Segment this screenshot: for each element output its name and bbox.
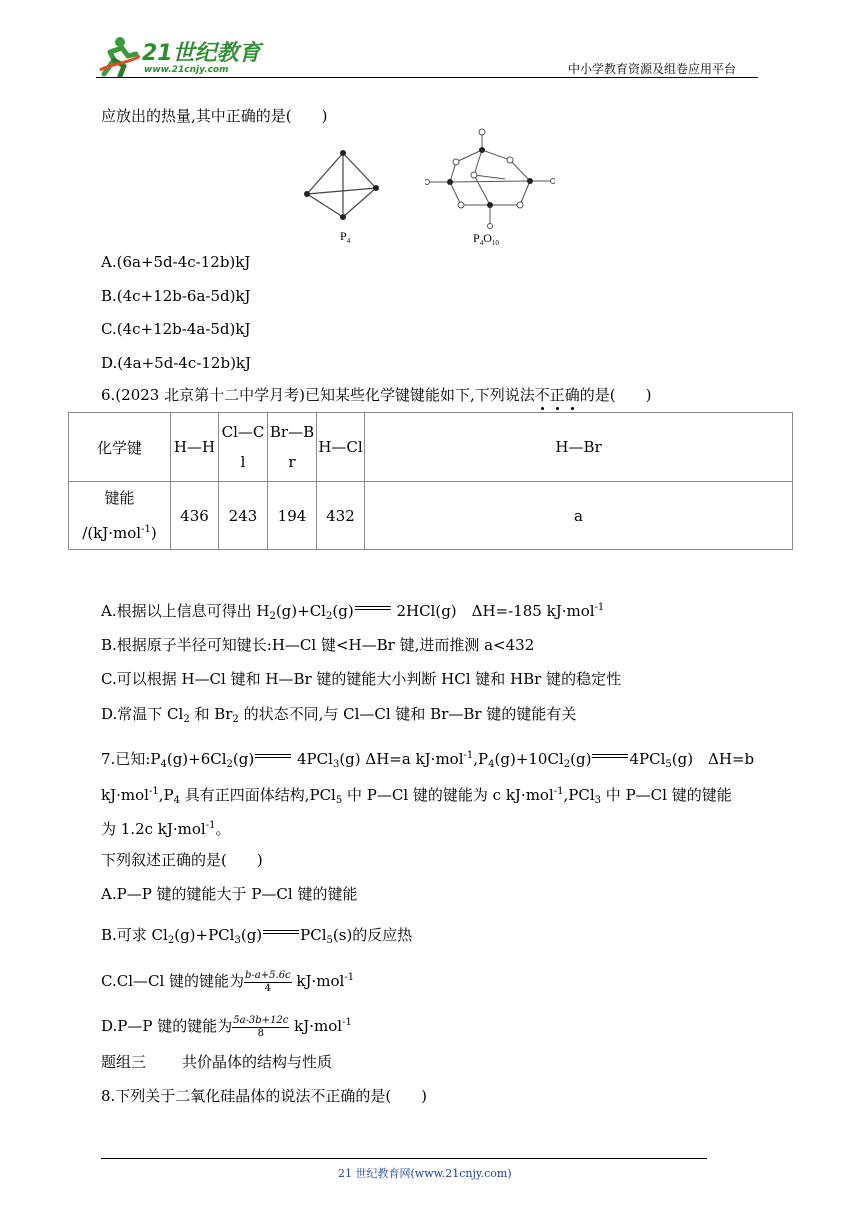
q7-stem-line3: 为 1.2c kJ·mol$^{-1}$。 — [101, 820, 231, 838]
p4o10-label: $P_4O_{10}$ — [473, 231, 499, 247]
fraction: $\frac{5a-3b+12c}{8}$ — [233, 1014, 289, 1039]
q7-option-b: B.可求 $Cl_2(g)+PCl_3(g)$ PCl$_5$(s)的反应热 — [101, 926, 413, 946]
q7-option-c: C.Cl—Cl 键的键能为 $\frac{b-a+5.6c}{4}$ kJ·mol$^{-1}$ — [101, 969, 355, 994]
q8-stem: 8.下列关于二氧化硅晶体的说法不正确的是( ) — [101, 1087, 428, 1105]
table-header-cell: Cl—C l — [219, 413, 268, 482]
site-logo — [96, 34, 261, 80]
q5-option-a: A.(6a+5d-4c-12b)kJ — [101, 253, 251, 271]
reaction-equals-sign — [354, 602, 392, 622]
p4-label: $P_4$ — [340, 229, 351, 245]
table-header-cell: H—Br — [365, 413, 793, 482]
table-cell: 243 — [219, 482, 268, 550]
q7-stem-line2: $kJ\cdot mol^{-1},P_4$ 具有正四面体结构,PCl$_5$ 中 P—Cl 键的键能为 c kJ·mol$^{-1}$,PCl$_3$ 中 P—Cl 键的键能 — [101, 786, 732, 806]
header-rule — [96, 77, 758, 78]
q7-option-d: D.P—P 键的键能为 $\frac{5a-3b+12c}{8}$ kJ·mol$^{-1}$ — [101, 1014, 352, 1039]
bond-energy-table — [68, 412, 793, 550]
table-header-cell: 化学键 — [69, 413, 171, 482]
logo-url: www.21cnjy.com — [144, 65, 229, 75]
table-cell: 436 — [171, 482, 219, 550]
q6-option-c: C.可以根据 H—Cl 键和 H—Br 键的键能大小判断 HCl 键和 HBr 键的稳定性 — [101, 670, 622, 688]
table-row — [69, 482, 793, 550]
q7-stem-line1: 7.已知$:P_4(g)+6Cl_2(g)$ 4PCl$_3$(g) ΔH=a $kJ\cdot mol^{-1},P_4(g)+10Cl_2(g)$ 4PCl$_5$(g) ΔH=b — [101, 750, 755, 770]
q7-option-a: A.P—P 键的键能大于 P—Cl 键的键能 — [101, 885, 358, 903]
reaction-equals-sign — [591, 750, 629, 770]
table-cell: 432 — [317, 482, 365, 550]
q5-option-d: D.(4a+5d-4c-12b)kJ — [101, 354, 252, 372]
table-row — [69, 413, 793, 482]
section-heading: 题组三 共价晶体的结构与性质 — [101, 1053, 333, 1071]
q6-option-d: D.常温下 $Cl_2$ 和 $Br_2$ 的状态不同,与 Cl—Cl 键和 Br—Br 键的键能有关 — [101, 705, 577, 725]
p4-structure-figure — [300, 145, 385, 250]
q5-stem-tail: 应放出的热量,其中正确的是( ) — [101, 107, 328, 125]
table-cell: 194 — [268, 482, 317, 550]
table-header-cell: H—Cl — [317, 413, 365, 482]
reaction-equals-sign — [254, 750, 292, 770]
q7-ask: 下列叙述正确的是( ) — [101, 851, 263, 869]
emphasis-char: 不 — [534, 386, 550, 404]
fraction: $\frac{b-a+5.6c}{4}$ — [245, 969, 291, 994]
p4o10-structure-figure — [425, 128, 555, 248]
q6-option-a: A.根据以上信息可得出 $H_2(g)+Cl_2(g)$ 2HCl(g) ΔH=-185 kJ·mol$^{-1}$ — [101, 602, 605, 622]
platform-name: 中小学教育资源及组卷应用平台 — [568, 62, 737, 76]
footer-rule — [101, 1158, 707, 1159]
q6-option-b: B.根据原子半径可知键长:H—Cl 键<H—Br 键,进而推测 a<432 — [101, 636, 535, 654]
table-header-cell: Br—B r — [268, 413, 317, 482]
logo-title: 21世纪教育 — [142, 41, 261, 66]
footer-text: 21 世纪教育网(www.21cnjy.com) — [338, 1167, 512, 1180]
runner-logo-icon — [96, 34, 140, 78]
table-cell: a — [365, 482, 793, 550]
reaction-equals-sign — [262, 926, 300, 946]
q5-option-c: C.(4c+12b-4a-5d)kJ — [101, 320, 251, 338]
q5-option-b: B.(4c+12b-6a-5d)kJ — [101, 287, 251, 305]
table-header-cell: H—H — [171, 413, 219, 482]
table-row-label: 键能 /(kJ·mol$^{-1}$) — [69, 482, 171, 550]
emphasis-char: 正 — [549, 386, 565, 404]
q6-stem: 6.(2023 北京第十二中学月考)已知某些化学键键能如下,下列说法不正确的是( ) — [101, 386, 652, 404]
emphasis-char: 确 — [564, 386, 580, 404]
